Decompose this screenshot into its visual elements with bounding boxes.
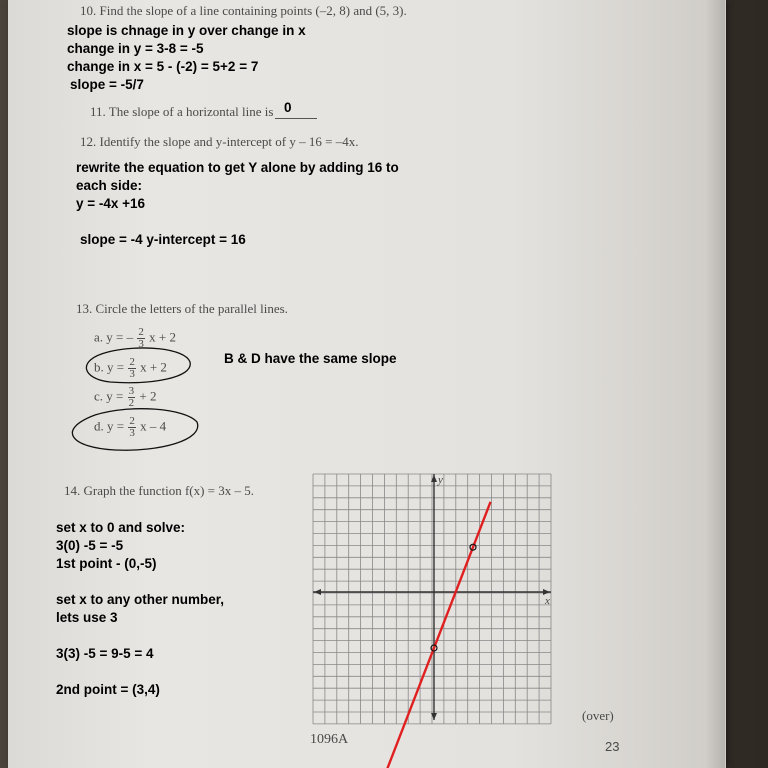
footer-code: 1096A [310, 732, 349, 747]
option-b [94, 357, 167, 380]
option-d-lhs: y = [107, 418, 125, 434]
answer-10-line-1: slope is chnage in y over change in x [67, 23, 306, 38]
answer-14-line-7: 2nd point = (3,4) [56, 682, 160, 697]
option-a-letter: a. [94, 329, 104, 345]
footer-over: (over) [582, 708, 614, 723]
question-10-prompt: 10. Find the slope of a line containing points (–2, 8) and (5, 3). [80, 3, 407, 18]
x-axis-label: x [545, 595, 550, 607]
answer-11-value: 0 [284, 100, 292, 115]
option-b-denominator: 3 [129, 368, 135, 380]
page-number: 23 [605, 739, 620, 754]
answer-12-line-1: rewrite the equation to get Y alone by adding 16 to [76, 160, 399, 175]
answer-12-line-2: each side: [76, 178, 143, 193]
answer-10-line-2: change in y = 3-8 = -5 [67, 41, 204, 56]
page-edge-shadow [705, 0, 725, 768]
option-d-denominator: 3 [129, 427, 135, 439]
answer-14-line-6: 3(3) -5 = 9-5 = 4 [56, 646, 154, 661]
answer-12-line-4: slope = -4 y-intercept = 16 [80, 232, 246, 247]
option-c-letter: c. [94, 388, 104, 404]
answer-14-line-1: set x to 0 and solve: [56, 520, 186, 535]
question-12-prompt: 12. Identify the slope and y-intercept of y – 16 = –4x. [80, 134, 359, 149]
answer-12-line-3: y = -4x +16 [76, 196, 146, 211]
option-a-numerator: 2 [138, 326, 144, 338]
option-d [94, 416, 166, 439]
option-a-lhs: y = – [106, 329, 134, 345]
option-a-fraction [137, 327, 145, 350]
answer-10-line-3: change in x = 5 - (-2) = 5+2 = 7 [67, 59, 259, 74]
answer-14-line-4: set x to any other number, [56, 592, 225, 607]
option-c-numerator: 3 [128, 385, 135, 397]
option-c-rhs: + 2 [139, 388, 157, 404]
answer-13: B & D have the same slope [224, 351, 397, 366]
option-c [94, 386, 156, 409]
option-a-denominator: 3 [138, 338, 144, 350]
option-c-lhs: y = [106, 388, 124, 404]
y-axis-label: y [438, 474, 443, 486]
option-b-lhs: y = [107, 359, 125, 375]
option-b-rhs: x + 2 [140, 359, 167, 375]
option-a-rhs: x + 2 [149, 329, 176, 345]
option-b-letter: b. [94, 359, 104, 375]
option-c-fraction [128, 386, 136, 409]
question-14-prompt: 14. Graph the function f(x) = 3x – 5. [64, 483, 255, 498]
option-d-numerator: 2 [129, 415, 135, 427]
question-11-prompt: 11. The slope of a horizontal line is [90, 104, 274, 119]
answer-10-line-4: slope = -5/7 [70, 77, 144, 92]
option-d-fraction [128, 416, 136, 439]
option-c-denominator: 2 [128, 397, 135, 409]
option-b-fraction [128, 357, 136, 380]
option-d-letter: d. [94, 418, 104, 434]
question-13-prompt: 13. Circle the letters of the parallel lines. [76, 301, 288, 316]
answer-14-line-3: 1st point - (0,-5) [56, 556, 157, 571]
option-a [94, 327, 176, 350]
answer-14-line-5: lets use 3 [56, 610, 118, 625]
option-d-rhs: x – 4 [140, 418, 167, 434]
answer-14-line-2: 3(0) -5 = -5 [56, 538, 124, 553]
answer-11-blank [275, 118, 317, 119]
option-b-numerator: 2 [129, 356, 135, 368]
